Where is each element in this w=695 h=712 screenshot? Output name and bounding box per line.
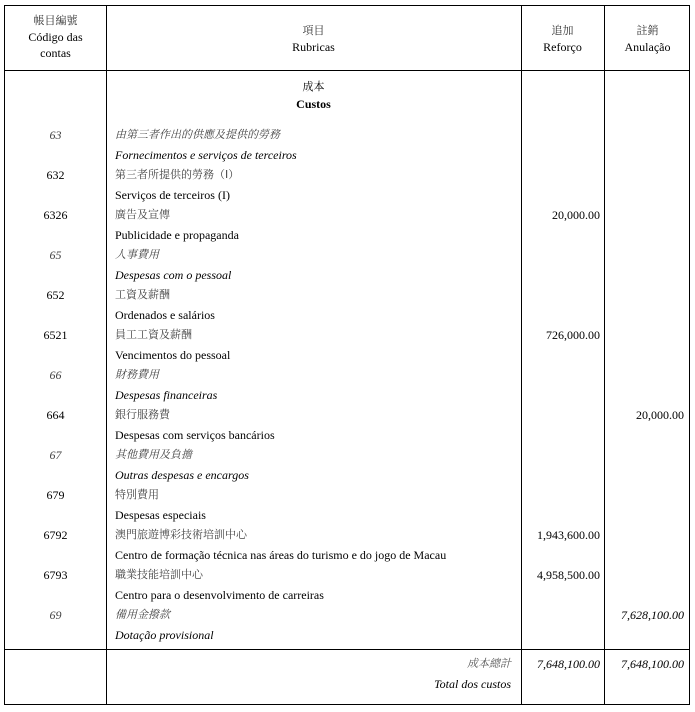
account-row-zh: [5, 565, 691, 585]
account-row-zh: [5, 125, 691, 145]
section-heading-zh: 成本: [302, 80, 325, 93]
section-heading-pt: Custos: [296, 97, 331, 111]
account-name-pt: Dotação provisional: [115, 628, 214, 642]
header-reforco-zh: 追加: [551, 24, 574, 37]
account-row-zh: [5, 165, 691, 185]
account-name-zh: 銀行服務費: [115, 408, 170, 421]
account-row-pt: [5, 345, 691, 365]
header-code-pt-line1: Código das: [28, 30, 83, 44]
account-name-zh: 澳門旅遊博彩技術培訓中心: [115, 528, 247, 541]
total-reforco: 7,648,100.00: [537, 657, 600, 671]
account-row-pt: [5, 185, 691, 205]
account-name-zh: 人事費用: [115, 248, 159, 261]
account-name-pt: Publicidade e propaganda: [115, 228, 239, 242]
total-divider: [5, 649, 689, 650]
reforco-amount: 20,000.00: [552, 208, 600, 222]
total-anulacao: 7,648,100.00: [621, 657, 684, 671]
account-row-pt: [5, 425, 691, 445]
account-name-pt: Vencimentos do pessoal: [115, 348, 231, 362]
reforco-amount: 1,943,600.00: [537, 528, 600, 542]
account-name-pt: Centro para o desenvolvimento de carreiras: [115, 588, 324, 602]
account-name-zh: 財務費用: [115, 368, 159, 381]
budget-table: [4, 5, 690, 705]
account-row-zh: [5, 245, 691, 265]
header-items: [106, 23, 521, 55]
account-row-pt: [5, 305, 691, 325]
account-name-pt: Outras despesas e encargos: [115, 468, 249, 482]
account-row-pt: [5, 465, 691, 485]
account-name-zh: 工資及薪酬: [115, 288, 170, 301]
account-row-zh: [5, 445, 691, 465]
header-anulacao-pt: Anulação: [624, 40, 671, 54]
account-name-zh: 其他費用及負擔: [115, 448, 192, 461]
section-heading: [106, 79, 521, 113]
account-code: 652: [46, 288, 65, 302]
account-row-pt: [5, 545, 691, 565]
account-code: 6326: [43, 208, 68, 222]
account-code: 679: [46, 488, 65, 502]
account-name-zh: 第三者所提供的勞務（I）: [115, 168, 240, 181]
account-row-pt: [5, 585, 691, 605]
account-row-zh: [5, 405, 691, 425]
account-name-zh: 由第三者作出的供應及提供的勞務: [115, 128, 280, 141]
account-code: 6792: [43, 528, 68, 542]
account-name-pt: Despesas especiais: [115, 508, 206, 522]
header-divider: [5, 70, 689, 71]
account-row-zh: [5, 365, 691, 385]
anulacao-amount: 7,628,100.00: [621, 608, 684, 622]
account-name-pt: Fornecimentos e serviços de terceiros: [115, 148, 297, 162]
account-row-pt: [5, 145, 691, 165]
account-code: 632: [46, 168, 65, 182]
account-code: 6793: [43, 568, 68, 582]
account-code: 67: [49, 448, 62, 462]
account-code: 66: [49, 368, 62, 382]
header-anulacao-zh: 註銷: [636, 24, 659, 37]
account-row-pt: [5, 265, 691, 285]
reforco-amount: 4,958,500.00: [537, 568, 600, 582]
account-name-pt: Despesas com serviços bancários: [115, 428, 275, 442]
account-row-zh: [5, 485, 691, 505]
account-code: 63: [49, 128, 62, 142]
header-code-zh: 帳目編號: [33, 14, 78, 27]
total-label-zh: 成本總計: [467, 657, 511, 670]
header-code: [5, 13, 106, 61]
account-name-pt: Serviços de terceiros (I): [115, 188, 230, 202]
header-reforco-pt: Reforço: [543, 40, 582, 54]
total-label-pt: Total dos custos: [434, 677, 511, 691]
account-row-zh: [5, 605, 691, 625]
account-name-pt: Ordenados e salários: [115, 308, 215, 322]
account-row-pt: [5, 225, 691, 245]
account-code: 6521: [43, 328, 68, 342]
account-name-zh: 備用金撥款: [115, 608, 170, 621]
header-items-pt: Rubricas: [292, 40, 335, 54]
account-code: 664: [46, 408, 65, 422]
account-name-zh: 廣告及宣傳: [115, 208, 170, 221]
header-reforco: [521, 23, 604, 55]
account-code: 65: [49, 248, 62, 262]
account-row-zh: [5, 525, 691, 545]
account-row-zh: [5, 205, 691, 225]
anulacao-amount: 20,000.00: [636, 408, 684, 422]
account-row-pt: [5, 505, 691, 525]
account-row-zh: [5, 325, 691, 345]
account-name-zh: 員工工資及薪酬: [115, 328, 192, 341]
account-name-zh: 特別費用: [115, 488, 159, 501]
account-name-zh: 職業技能培訓中心: [115, 568, 203, 581]
header-anulacao: [604, 23, 691, 55]
account-code: 69: [49, 608, 62, 622]
account-row-pt: [5, 625, 691, 645]
account-row-zh: [5, 285, 691, 305]
reforco-amount: 726,000.00: [546, 328, 600, 342]
account-name-pt: Despesas com o pessoal: [115, 268, 232, 282]
account-name-pt: Despesas financeiras: [115, 388, 218, 402]
account-row-pt: [5, 385, 691, 405]
header-items-zh: 項目: [302, 24, 325, 37]
total-label: [106, 654, 511, 694]
account-name-pt: Centro de formação técnica nas áreas do turismo e do jogo de Macau: [115, 548, 447, 562]
header-code-pt-line2: contas: [40, 46, 71, 60]
